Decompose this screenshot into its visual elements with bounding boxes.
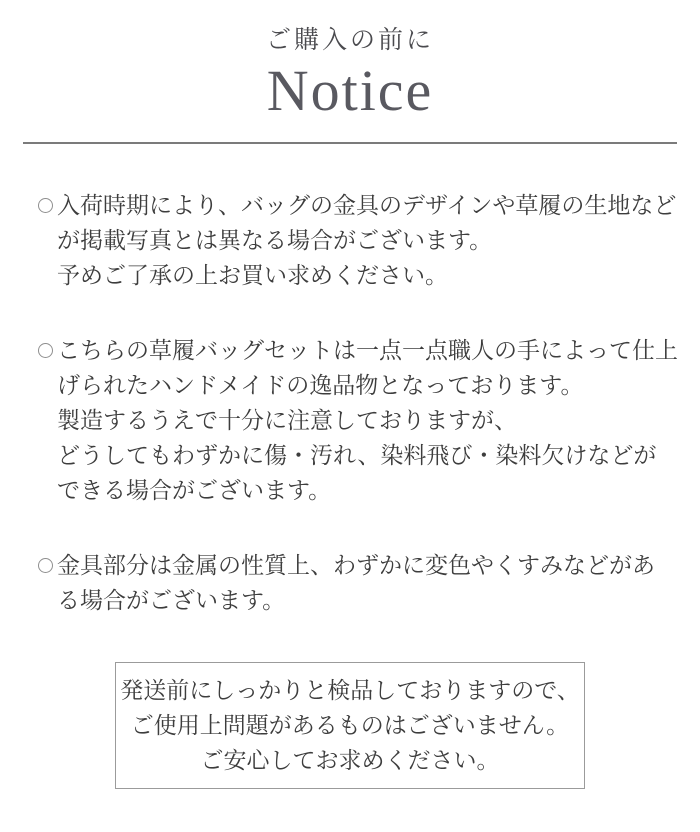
header-subtitle: ご購入の前に	[265, 27, 434, 54]
notice-item-stock-variation	[38, 188, 682, 293]
assurance-line: 発送前にしっかりと検品しておりますので、	[120, 677, 580, 703]
notice-line: が掲載写真とは異なる場合がございます。	[57, 227, 493, 253]
notice-line: できる場合がございます。	[57, 477, 332, 503]
notice-line: 製造するうえで十分に注意しておりますが、	[57, 407, 517, 433]
circle-bullet-icon	[38, 198, 53, 213]
notice-line: 金具部分は金属の性質上、わずかに変色やくすみなどがあ	[57, 552, 655, 578]
notice-text	[57, 548, 655, 618]
notice-line: 入荷時期により、バッグの金具のデザインや草履の生地など	[57, 192, 677, 218]
notice-line: どうしてもわずかに傷・汚れ、染料飛び・染料欠けなどが	[57, 442, 657, 468]
page-title: Notice	[266, 58, 434, 123]
notice-line: こちらの草履バッグセットは一点一点職人の手によって仕上	[57, 337, 678, 363]
header-divider	[23, 142, 677, 144]
circle-bullet-icon	[38, 343, 53, 358]
page-header	[0, 0, 700, 122]
notice-text	[57, 188, 676, 293]
assurance-line: ご使用上問題があるものはございません。	[130, 712, 570, 738]
notice-item-handmade	[38, 333, 682, 508]
circle-bullet-icon	[38, 558, 53, 573]
notice-line: る場合がございます。	[57, 587, 286, 613]
notice-line: 予めご了承の上お買い求めください。	[57, 262, 448, 288]
assurance-line: ご安心してお求めください。	[200, 747, 500, 773]
assurance-box	[115, 662, 585, 789]
notice-text	[57, 333, 678, 508]
notice-list	[38, 188, 682, 618]
notice-item-metal-parts	[38, 548, 682, 618]
notice-line: げられたハンドメイドの逸品物となっております。	[57, 372, 584, 398]
